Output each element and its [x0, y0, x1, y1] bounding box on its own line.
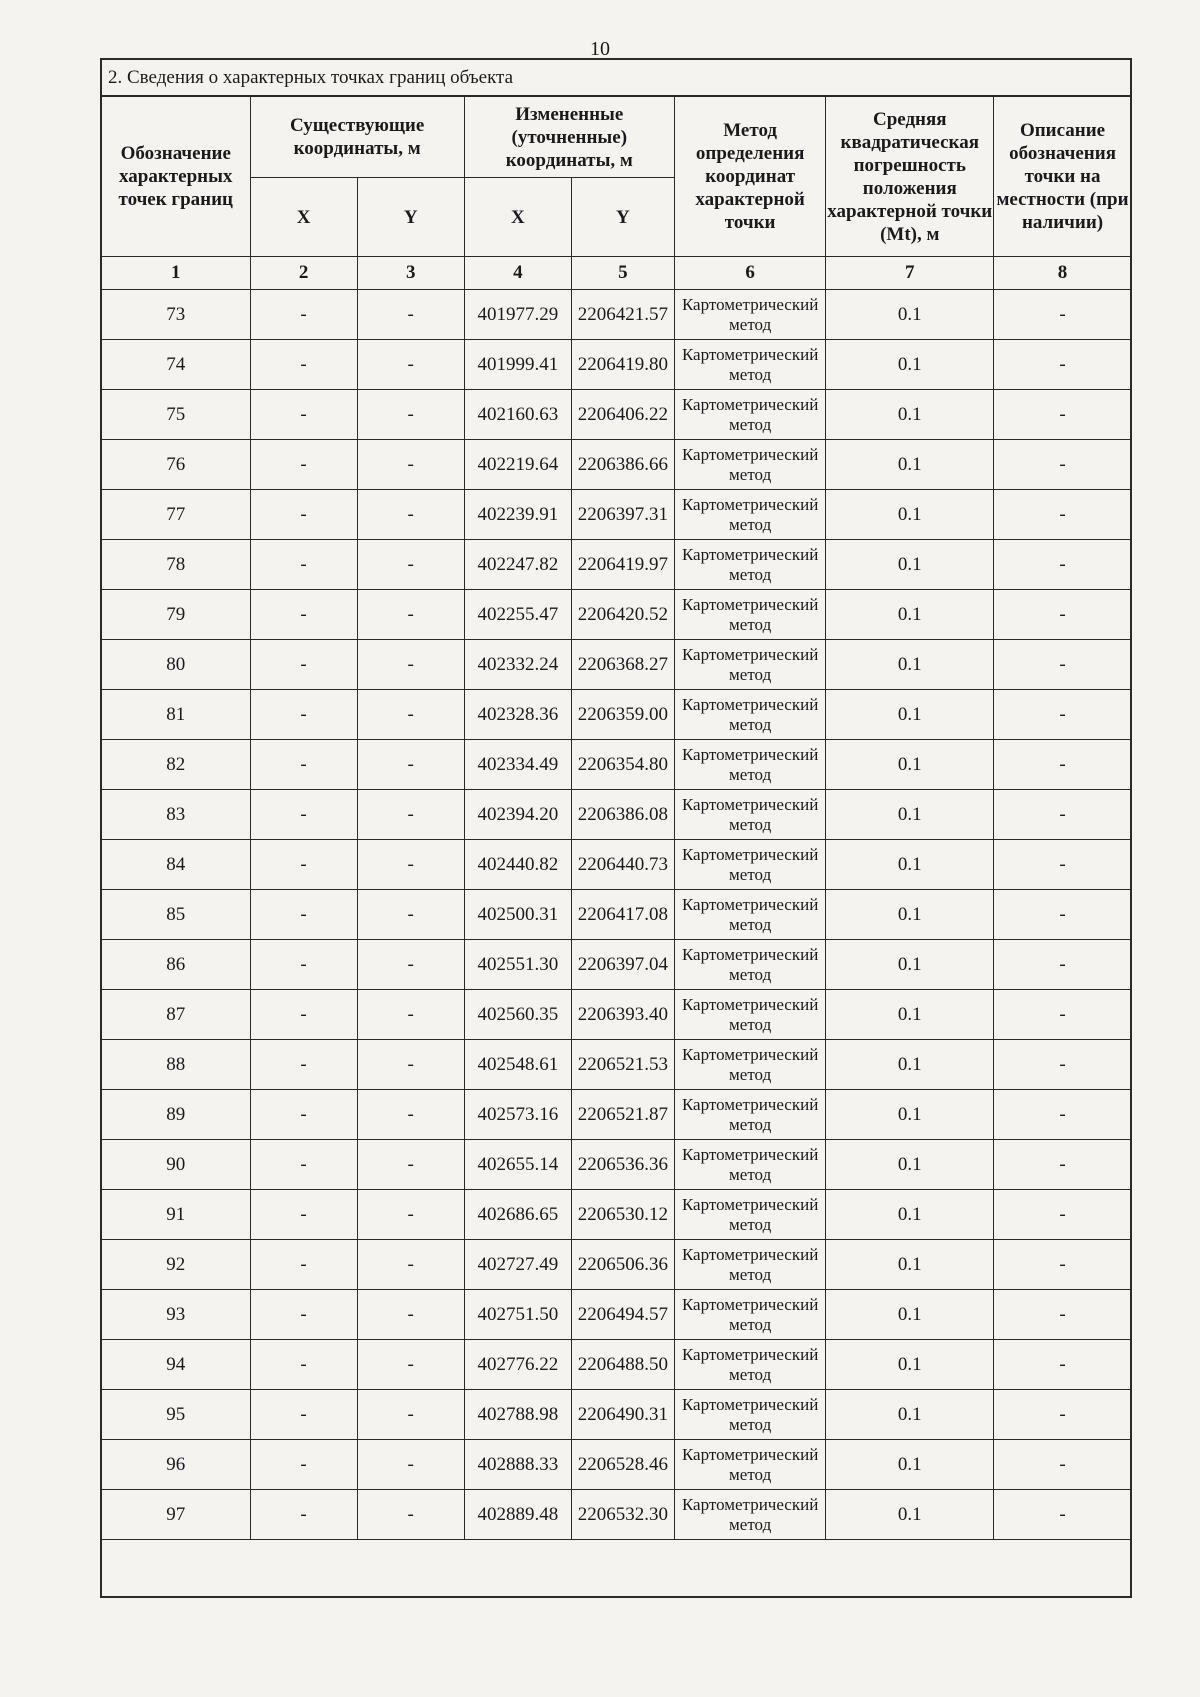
changed-x-cell: 402888.33: [464, 1440, 571, 1490]
table-row: [102, 440, 1132, 490]
description-cell: -: [994, 590, 1132, 640]
method-cell: Картометрический метод: [674, 940, 826, 990]
existing-x-cell: -: [250, 1190, 357, 1240]
existing-y-cell: -: [357, 1390, 464, 1440]
changed-y-cell: 2206521.53: [571, 1040, 674, 1090]
boundary-points-table: [101, 96, 1132, 1540]
existing-y-cell: -: [357, 1490, 464, 1540]
error-cell: 0.1: [826, 290, 994, 340]
changed-x-cell: 402548.61: [464, 1040, 571, 1090]
method-cell: Картометрический метод: [674, 290, 826, 340]
header-changed-coordinates: Измененные (уточненные) координаты, м: [464, 97, 674, 178]
description-cell: -: [994, 390, 1132, 440]
error-cell: 0.1: [826, 740, 994, 790]
method-cell: Картометрический метод: [674, 490, 826, 540]
point-id-cell: 82: [102, 740, 251, 790]
existing-x-cell: -: [250, 1090, 357, 1140]
point-id-cell: 95: [102, 1390, 251, 1440]
changed-x-cell: 402255.47: [464, 590, 571, 640]
changed-y-cell: 2206490.31: [571, 1390, 674, 1440]
method-cell: Картометрический метод: [674, 690, 826, 740]
changed-y-cell: 2206397.31: [571, 490, 674, 540]
point-id-cell: 75: [102, 390, 251, 440]
existing-y-cell: -: [357, 690, 464, 740]
existing-y-cell: -: [357, 540, 464, 590]
changed-y-cell: 2206530.12: [571, 1190, 674, 1240]
method-cell: Картометрический метод: [674, 340, 826, 390]
table-row: [102, 1040, 1132, 1090]
changed-y-cell: 2206528.46: [571, 1440, 674, 1490]
existing-x-cell: -: [250, 1340, 357, 1390]
changed-x-cell: 402500.31: [464, 890, 571, 940]
point-id-cell: 93: [102, 1290, 251, 1340]
table-row: [102, 840, 1132, 890]
column-number: 7: [826, 257, 994, 290]
description-cell: -: [994, 1140, 1132, 1190]
column-number: 3: [357, 257, 464, 290]
existing-y-cell: -: [357, 390, 464, 440]
changed-x-cell: 402560.35: [464, 990, 571, 1040]
header-description: Описание обозначения точки на местности (при наличии): [994, 97, 1132, 257]
description-cell: -: [994, 890, 1132, 940]
changed-y-cell: 2206406.22: [571, 390, 674, 440]
point-id-cell: 81: [102, 690, 251, 740]
changed-y-cell: 2206386.08: [571, 790, 674, 840]
method-cell: Картометрический метод: [674, 440, 826, 490]
changed-x-cell: 402394.20: [464, 790, 571, 840]
existing-y-cell: -: [357, 440, 464, 490]
method-cell: Картометрический метод: [674, 1290, 826, 1340]
point-id-cell: 74: [102, 340, 251, 390]
point-id-cell: 85: [102, 890, 251, 940]
method-cell: Картометрический метод: [674, 790, 826, 840]
description-cell: -: [994, 990, 1132, 1040]
description-cell: -: [994, 740, 1132, 790]
column-number: 4: [464, 257, 571, 290]
changed-x-cell: 402573.16: [464, 1090, 571, 1140]
point-id-cell: 86: [102, 940, 251, 990]
changed-y-cell: 2206494.57: [571, 1290, 674, 1340]
table-row: [102, 890, 1132, 940]
point-id-cell: 73: [102, 290, 251, 340]
header-existing-coordinates: Существующие координаты, м: [250, 97, 464, 178]
changed-x-cell: 402334.49: [464, 740, 571, 790]
table-row: [102, 490, 1132, 540]
existing-x-cell: -: [250, 890, 357, 940]
description-cell: -: [994, 290, 1132, 340]
table-row: [102, 1390, 1132, 1440]
column-number: 1: [102, 257, 251, 290]
changed-x-cell: 402788.98: [464, 1390, 571, 1440]
error-cell: 0.1: [826, 990, 994, 1040]
existing-y-cell: -: [357, 340, 464, 390]
column-number: 2: [250, 257, 357, 290]
existing-x-cell: -: [250, 1440, 357, 1490]
changed-x-cell: 402440.82: [464, 840, 571, 890]
column-number: 6: [674, 257, 826, 290]
description-cell: -: [994, 1090, 1132, 1140]
method-cell: Картометрический метод: [674, 1440, 826, 1490]
error-cell: 0.1: [826, 640, 994, 690]
table-row: [102, 1240, 1132, 1290]
description-cell: -: [994, 1390, 1132, 1440]
error-cell: 0.1: [826, 1390, 994, 1440]
error-cell: 0.1: [826, 1140, 994, 1190]
point-id-cell: 92: [102, 1240, 251, 1290]
existing-y-cell: -: [357, 1090, 464, 1140]
point-id-cell: 79: [102, 590, 251, 640]
method-cell: Картометрический метод: [674, 1390, 826, 1440]
point-id-cell: 77: [102, 490, 251, 540]
changed-y-cell: 2206393.40: [571, 990, 674, 1040]
existing-y-cell: -: [357, 1290, 464, 1340]
changed-y-cell: 2206506.36: [571, 1240, 674, 1290]
error-cell: 0.1: [826, 690, 994, 740]
method-cell: Картометрический метод: [674, 1090, 826, 1140]
error-cell: 0.1: [826, 1440, 994, 1490]
changed-x-cell: 402889.48: [464, 1490, 571, 1540]
changed-y-cell: 2206359.00: [571, 690, 674, 740]
existing-x-cell: -: [250, 290, 357, 340]
method-cell: Картометрический метод: [674, 640, 826, 690]
description-cell: -: [994, 340, 1132, 390]
method-cell: Картометрический метод: [674, 740, 826, 790]
changed-x-cell: 402727.49: [464, 1240, 571, 1290]
changed-y-cell: 2206421.57: [571, 290, 674, 340]
error-cell: 0.1: [826, 590, 994, 640]
changed-x-cell: 402247.82: [464, 540, 571, 590]
existing-x-cell: -: [250, 1390, 357, 1440]
changed-y-cell: 2206420.52: [571, 590, 674, 640]
error-cell: 0.1: [826, 1340, 994, 1390]
description-cell: -: [994, 1490, 1132, 1540]
header-method: Метод определения координат характерной точки: [674, 97, 826, 257]
point-id-cell: 83: [102, 790, 251, 840]
changed-y-cell: 2206521.87: [571, 1090, 674, 1140]
description-cell: -: [994, 440, 1132, 490]
changed-y-cell: 2206368.27: [571, 640, 674, 690]
method-cell: Картометрический метод: [674, 1490, 826, 1540]
table-row: [102, 1190, 1132, 1240]
existing-y-cell: -: [357, 1440, 464, 1490]
header-existing-y: Y: [357, 178, 464, 257]
table-row: [102, 1440, 1132, 1490]
description-cell: -: [994, 790, 1132, 840]
table-row: [102, 640, 1132, 690]
column-number-row: [102, 257, 1132, 290]
method-cell: Картометрический метод: [674, 390, 826, 440]
table-row: [102, 690, 1132, 740]
boundary-points-sheet: [100, 58, 1132, 1598]
description-cell: -: [994, 840, 1132, 890]
error-cell: 0.1: [826, 790, 994, 840]
changed-x-cell: 402219.64: [464, 440, 571, 490]
existing-x-cell: -: [250, 1040, 357, 1090]
error-cell: 0.1: [826, 340, 994, 390]
description-cell: -: [994, 690, 1132, 740]
table-row: [102, 390, 1132, 440]
page-number: 10: [590, 38, 610, 60]
existing-x-cell: -: [250, 690, 357, 740]
table-row: [102, 790, 1132, 840]
existing-x-cell: -: [250, 990, 357, 1040]
header-designation: Обозначение характерных точек границ: [102, 97, 251, 257]
header-error: Средняя квадратическая погрешность положения характерной точки (Mt), м: [826, 97, 994, 257]
description-cell: -: [994, 1440, 1132, 1490]
error-cell: 0.1: [826, 540, 994, 590]
table-row: [102, 940, 1132, 990]
existing-y-cell: -: [357, 740, 464, 790]
description-cell: -: [994, 1190, 1132, 1240]
description-cell: -: [994, 940, 1132, 990]
description-cell: -: [994, 1040, 1132, 1090]
error-cell: 0.1: [826, 1240, 994, 1290]
existing-y-cell: -: [357, 890, 464, 940]
existing-x-cell: -: [250, 440, 357, 490]
method-cell: Картометрический метод: [674, 590, 826, 640]
changed-x-cell: 402776.22: [464, 1340, 571, 1390]
description-cell: -: [994, 490, 1132, 540]
existing-y-cell: -: [357, 590, 464, 640]
column-number: 5: [571, 257, 674, 290]
existing-y-cell: -: [357, 790, 464, 840]
changed-y-cell: 2206417.08: [571, 890, 674, 940]
error-cell: 0.1: [826, 1290, 994, 1340]
error-cell: 0.1: [826, 840, 994, 890]
table-row: [102, 1090, 1132, 1140]
error-cell: 0.1: [826, 940, 994, 990]
table-row: [102, 740, 1132, 790]
method-cell: Картометрический метод: [674, 990, 826, 1040]
error-cell: 0.1: [826, 1040, 994, 1090]
changed-x-cell: 402751.50: [464, 1290, 571, 1340]
existing-y-cell: -: [357, 640, 464, 690]
point-id-cell: 76: [102, 440, 251, 490]
changed-x-cell: 401977.29: [464, 290, 571, 340]
changed-y-cell: 2206440.73: [571, 840, 674, 890]
method-cell: Картометрический метод: [674, 1340, 826, 1390]
error-cell: 0.1: [826, 890, 994, 940]
point-id-cell: 91: [102, 1190, 251, 1240]
existing-x-cell: -: [250, 1140, 357, 1190]
error-cell: 0.1: [826, 390, 994, 440]
changed-y-cell: 2206488.50: [571, 1340, 674, 1390]
existing-y-cell: -: [357, 1140, 464, 1190]
existing-y-cell: -: [357, 1190, 464, 1240]
changed-x-cell: 401999.41: [464, 340, 571, 390]
table-row: [102, 1490, 1132, 1540]
table-row: [102, 1140, 1132, 1190]
changed-x-cell: 402160.63: [464, 390, 571, 440]
existing-x-cell: -: [250, 640, 357, 690]
changed-y-cell: 2206354.80: [571, 740, 674, 790]
header-existing-x: X: [250, 178, 357, 257]
method-cell: Картометрический метод: [674, 890, 826, 940]
point-id-cell: 90: [102, 1140, 251, 1190]
existing-x-cell: -: [250, 340, 357, 390]
existing-x-cell: -: [250, 1240, 357, 1290]
existing-x-cell: -: [250, 490, 357, 540]
changed-y-cell: 2206536.36: [571, 1140, 674, 1190]
table-row: [102, 1340, 1132, 1390]
section-title: 2. Сведения о характерных точках границ объекта: [102, 60, 1130, 96]
changed-x-cell: 402332.24: [464, 640, 571, 690]
point-id-cell: 97: [102, 1490, 251, 1540]
existing-x-cell: -: [250, 1490, 357, 1540]
existing-x-cell: -: [250, 940, 357, 990]
point-id-cell: 89: [102, 1090, 251, 1140]
changed-y-cell: 2206419.97: [571, 540, 674, 590]
table-row: [102, 290, 1132, 340]
changed-y-cell: 2206419.80: [571, 340, 674, 390]
header-changed-x: X: [464, 178, 571, 257]
method-cell: Картометрический метод: [674, 1140, 826, 1190]
existing-x-cell: -: [250, 840, 357, 890]
changed-x-cell: 402328.36: [464, 690, 571, 740]
existing-y-cell: -: [357, 1040, 464, 1090]
changed-x-cell: 402655.14: [464, 1140, 571, 1190]
changed-x-cell: 402686.65: [464, 1190, 571, 1240]
description-cell: -: [994, 1340, 1132, 1390]
changed-x-cell: 402551.30: [464, 940, 571, 990]
method-cell: Картометрический метод: [674, 1190, 826, 1240]
existing-x-cell: -: [250, 1290, 357, 1340]
changed-y-cell: 2206532.30: [571, 1490, 674, 1540]
changed-y-cell: 2206386.66: [571, 440, 674, 490]
method-cell: Картометрический метод: [674, 540, 826, 590]
table-row: [102, 590, 1132, 640]
point-id-cell: 78: [102, 540, 251, 590]
changed-x-cell: 402239.91: [464, 490, 571, 540]
existing-y-cell: -: [357, 490, 464, 540]
method-cell: Картометрический метод: [674, 1240, 826, 1290]
table-row: [102, 540, 1132, 590]
table-footer-space: [102, 1556, 1130, 1596]
column-number: 8: [994, 257, 1132, 290]
point-id-cell: 96: [102, 1440, 251, 1490]
method-cell: Картометрический метод: [674, 1040, 826, 1090]
existing-x-cell: -: [250, 740, 357, 790]
point-id-cell: 94: [102, 1340, 251, 1390]
table-row: [102, 340, 1132, 390]
error-cell: 0.1: [826, 1090, 994, 1140]
method-cell: Картометрический метод: [674, 840, 826, 890]
error-cell: 0.1: [826, 1190, 994, 1240]
description-cell: -: [994, 640, 1132, 690]
table-row: [102, 1290, 1132, 1340]
existing-y-cell: -: [357, 940, 464, 990]
existing-x-cell: -: [250, 790, 357, 840]
point-id-cell: 80: [102, 640, 251, 690]
error-cell: 0.1: [826, 440, 994, 490]
error-cell: 0.1: [826, 490, 994, 540]
description-cell: -: [994, 1290, 1132, 1340]
point-id-cell: 87: [102, 990, 251, 1040]
existing-x-cell: -: [250, 390, 357, 440]
description-cell: -: [994, 540, 1132, 590]
existing-y-cell: -: [357, 290, 464, 340]
point-id-cell: 84: [102, 840, 251, 890]
point-id-cell: 88: [102, 1040, 251, 1090]
header-changed-y: Y: [571, 178, 674, 257]
existing-y-cell: -: [357, 1340, 464, 1390]
existing-y-cell: -: [357, 840, 464, 890]
existing-x-cell: -: [250, 540, 357, 590]
existing-x-cell: -: [250, 590, 357, 640]
changed-y-cell: 2206397.04: [571, 940, 674, 990]
table-row: [102, 990, 1132, 1040]
error-cell: 0.1: [826, 1490, 994, 1540]
existing-y-cell: -: [357, 1240, 464, 1290]
existing-y-cell: -: [357, 990, 464, 1040]
description-cell: -: [994, 1240, 1132, 1290]
